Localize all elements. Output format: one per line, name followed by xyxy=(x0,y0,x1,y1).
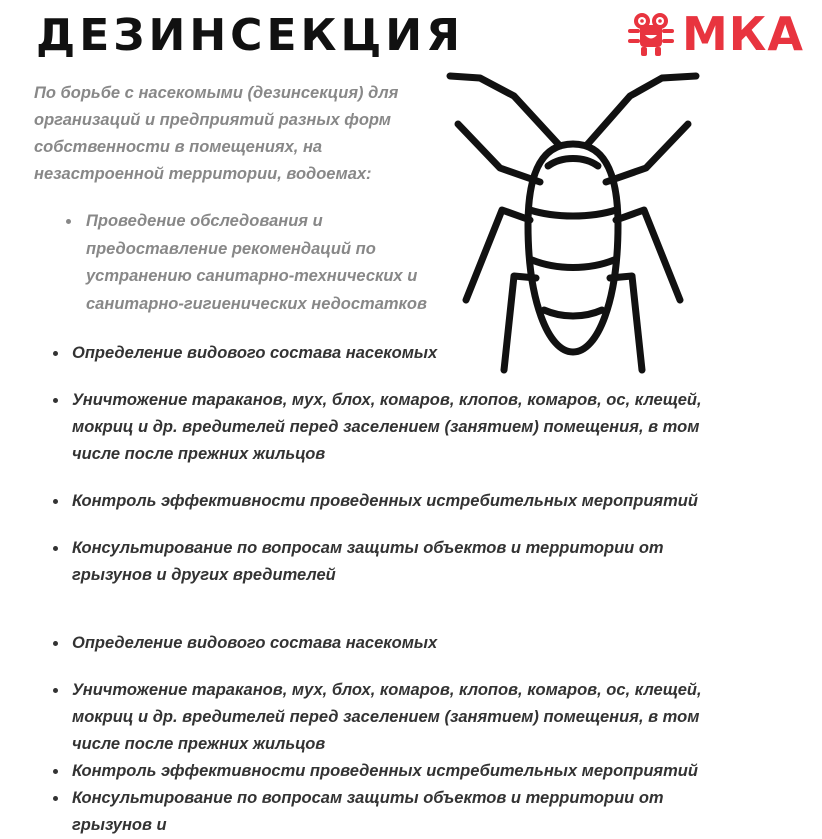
list-item: Консультирование по вопросам защиты объектов и территории от грызунов и xyxy=(46,785,736,839)
sub-list xyxy=(60,208,440,318)
list-item: Контроль эффективности проведенных истребительных мероприятий xyxy=(46,488,736,515)
brand-logo[interactable] xyxy=(626,8,816,60)
page-title: ДЕЗИНСЕКЦИЯ xyxy=(36,10,464,61)
mascot-icon xyxy=(626,11,676,57)
list-item: Контроль эффективности проведенных истребительных мероприятий xyxy=(46,758,736,785)
list-item: Уничтожение тараканов, мух, блох, комаров, клопов, комаров, ос, клещей, мокриц и др. вредителей перед заселением (занятием) помещения, в том числе после прежних жильцов xyxy=(46,387,736,468)
list-item: Определение видового состава насекомых xyxy=(46,340,736,367)
services-list-primary xyxy=(46,340,736,589)
list-item: Определение видового состава насекомых xyxy=(46,630,736,657)
cockroach-icon xyxy=(440,60,710,380)
intro-text: По борьбе с насекомыми (дезинсекция) для организаций и предприятий разных форм собственности в помещениях, на незастроенной территории, водоемах: xyxy=(34,84,399,183)
logo-text: МКА xyxy=(682,7,804,61)
list-item: Уничтожение тараканов, мух, блох, комаров, клопов, комаров, ос, клещей, мокриц и др. вредителей перед заселением (занятием) помещения, в том числе после прежних жильцов xyxy=(46,677,736,758)
list-item: Проведение обследования и предоставление рекомендаций по устранению санитарно-технических и санитарно-гигиенических недостатков xyxy=(60,208,440,318)
list-item: Консультирование по вопросам защиты объектов и территории от грызунов и других вредителей xyxy=(46,535,736,589)
services-list-secondary xyxy=(46,630,736,839)
